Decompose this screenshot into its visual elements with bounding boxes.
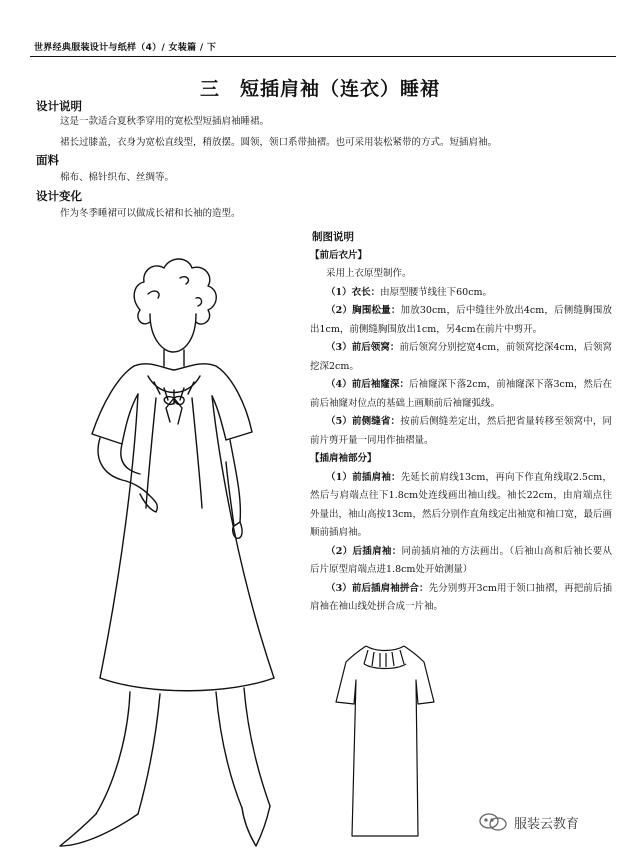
book-header: 世界经典服装设计与纸样（4）/ 女装篇 / 下 (34, 43, 217, 53)
fashion-figure-illustration (30, 248, 300, 848)
sleeve-item-1: （1）前插肩袖：先延长前肩线13cm，再向下作直角线取2.5cm，然后与肩端点往下1.8cm处连线画出袖山线。袖长22cm，由肩端点往外量出，袖山高按13cm，然后分别作直角线定出袖宽和袖口宽，最后画顺前插肩袖。 (310, 471, 612, 538)
wechat-icon (478, 812, 508, 832)
variation-line: 作为冬季睡裙可以做成长裙和长袖的造型。 (60, 208, 241, 219)
body-item-1: （1）衣长：由原型腰节线往下60cm。 (326, 286, 493, 298)
body-item-2: （2）胸围松量：加放30cm，后中缝往外放出4cm，后侧缝胸围放出1cm，前侧缝胸围放出1cm，另4cm在前片中剪开。 (310, 305, 612, 335)
watermark-text: 服装云教育 (514, 816, 580, 832)
body-item-5: （5）前侧缝省：按前后侧缝差定出，然后把省量转移至领窝中，同前片剪开量一同用作抽褶量。 (310, 416, 612, 446)
watermark (478, 812, 579, 832)
body-pieces-heading: 【前后衣片】 (310, 249, 368, 261)
drafting-instructions (310, 228, 612, 617)
design-notes-line-2: 裙长过膝盖，衣身为宽松直线型，稍放摆。圆领，领口系带抽褶。也可采用装松紧带的方式。短插肩袖。 (60, 137, 498, 148)
variation-heading: 设计变化 (36, 189, 82, 203)
design-notes-heading: 设计说明 (36, 99, 82, 113)
header-rule (30, 56, 616, 57)
design-notes-line-1: 这是一款适合夏秋季穿用的宽松型短插肩袖睡裙。 (60, 116, 270, 127)
body-intro: 采用上衣原型制作。 (326, 268, 412, 279)
fabric-heading: 面料 (36, 153, 59, 167)
sleeve-heading: 【插肩袖部分】 (310, 453, 377, 464)
drafting-heading: 制图说明 (312, 231, 354, 243)
fabric-line: 棉布、棉针织布、丝绸等。 (60, 172, 175, 183)
sleeve-item-3: （3）前后插肩袖拼合：先分别剪开3cm用于领口抽褶，再把前后插肩袖在袖山线处拼合成一片袖。 (310, 582, 612, 612)
dress-flat-sketch (330, 640, 440, 840)
body-item-3: （3）前后领窝：前后领窝分别挖宽4cm，前领窝挖深4cm，后领窝挖深2cm。 (310, 342, 612, 372)
sleeve-item-2: （2）后插肩袖：同前插肩袖的方法画出。（后袖山高和后袖长要从后片原型肩端点进1.8cm处开始测量） (310, 545, 612, 575)
page-title: 三 短插肩袖（连衣）睡裙 (199, 78, 440, 100)
body-item-4: （4）前后袖窿深：后袖窿深下落2cm，前袖窿深下落3cm，然后在前后袖窿对位点的基础上画顺前后袖窿弧线。 (310, 379, 612, 409)
